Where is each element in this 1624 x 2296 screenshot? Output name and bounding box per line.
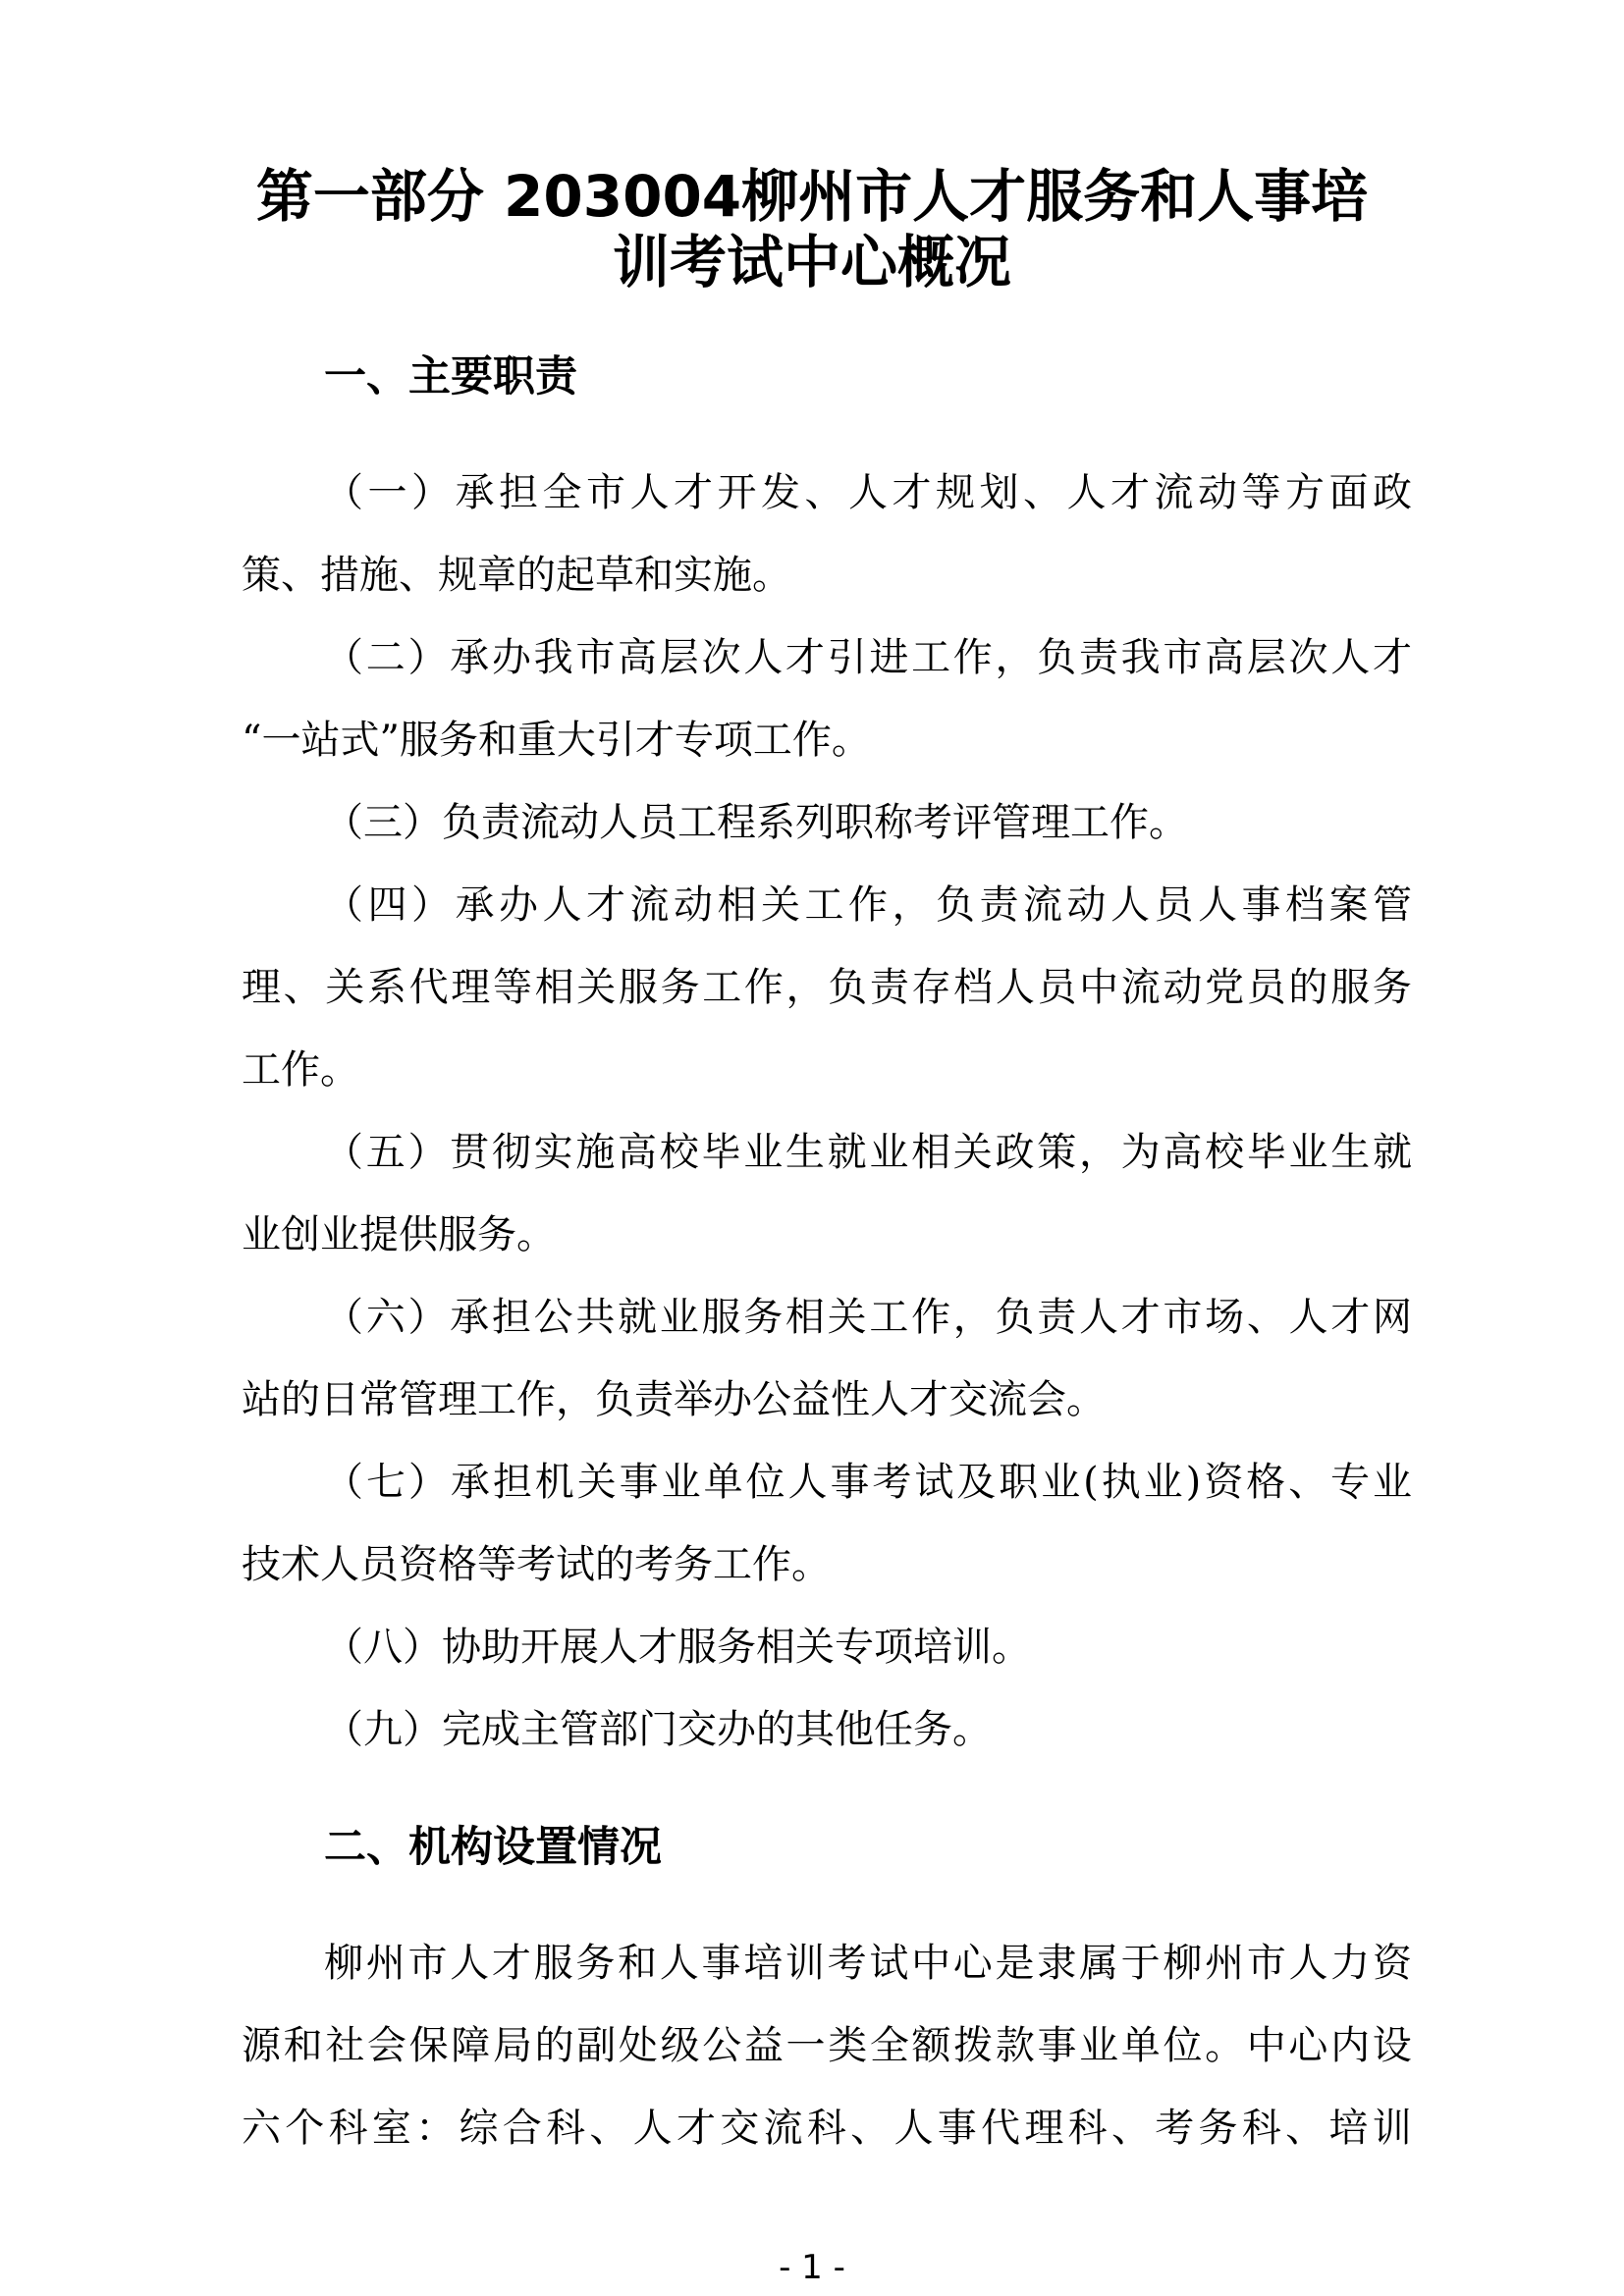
section-heading-organization: 二、机构设置情况: [324, 1823, 662, 1872]
org-paragraph-line-3: 六 个 科 室 ： 综 合 科 、 人 才 交 流 科 、 人 事 代 理 科 、 考 务 科 、 培 训: [242, 2106, 1412, 2151]
duty-2-line-2: “一站式”服务和重大引才专项工作。: [242, 718, 871, 763]
duty-1-line-1: （ 一 ） 承 担 全 市 人 才 开 发 、 人 才 规 划 、 人 才 流 动 等 方 面 政: [324, 470, 1412, 515]
page-number: - 1 -: [779, 2248, 845, 2287]
duty-4-line-1: （ 四 ） 承 办 人 才 流 动 相 关 工 作 ， 负 责 流 动 人 员 人 事 档 案 管: [324, 882, 1412, 928]
duty-5-line-1: （ 五 ） 贯 彻 实 施 高 校 毕 业 生 就 业 相 关 政 策 ， 为 高 校 毕 业 生 就: [324, 1130, 1412, 1175]
org-paragraph-line-2: 源 和 社 会 保 障 局 的 副 处 级 公 益 一 类 全 额 拨 款 事 业 单 位 。 中 心 内 设: [242, 2023, 1412, 2068]
duty-9-line-1: （九）完成主管部门交办的其他任务。: [324, 1707, 992, 1752]
org-paragraph-line-1: 柳 州 市 人 才 服 务 和 人 事 培 训 考 试 中 心 是 隶 属 于 柳 州 市 人 力 资: [324, 1941, 1412, 1986]
section-heading-duties: 一、主要职责: [324, 352, 577, 401]
duty-7-line-1: （ 七 ） 承 担 机 关 事 业 单 位 人 事 考 试 及 职 业 ( 执 业 ) 资 格 、 专 业: [324, 1460, 1412, 1505]
duty-4-line-3: 工作。: [242, 1047, 359, 1093]
duty-4-line-2: 理 、 关 系 代 理 等 相 关 服 务 工 作 ， 负 责 存 档 人 员 中 流 动 党 员 的 服 务: [242, 965, 1412, 1010]
duty-8-line-1: （八）协助开展人才服务相关专项培训。: [324, 1625, 1031, 1670]
document-title-line-2: 训考试中心概况: [612, 229, 1011, 295]
document-title-line-1: 第一部分 203004柳州市人才服务和人事培: [255, 163, 1369, 230]
duty-7-line-2: 技术人员资格等考试的考务工作。: [242, 1542, 831, 1587]
duty-6-line-2: 站的日常管理工作，负责举办公益性人才交流会。: [242, 1377, 1106, 1422]
duty-2-line-1: （ 二 ） 承 办 我 市 高 层 次 人 才 引 进 工 作 ， 负 责 我 市 高 层 次 人 才: [324, 635, 1412, 680]
duty-6-line-1: （ 六 ） 承 担 公 共 就 业 服 务 相 关 工 作 ， 负 责 人 才 市 场 、 人 才 网: [324, 1295, 1412, 1340]
duty-3-line-1: （三）负责流动人员工程系列职称考评管理工作。: [324, 800, 1188, 845]
duty-5-line-2: 业创业提供服务。: [242, 1212, 556, 1257]
duty-1-line-2: 策、措施、规章的起草和实施。: [242, 553, 791, 598]
